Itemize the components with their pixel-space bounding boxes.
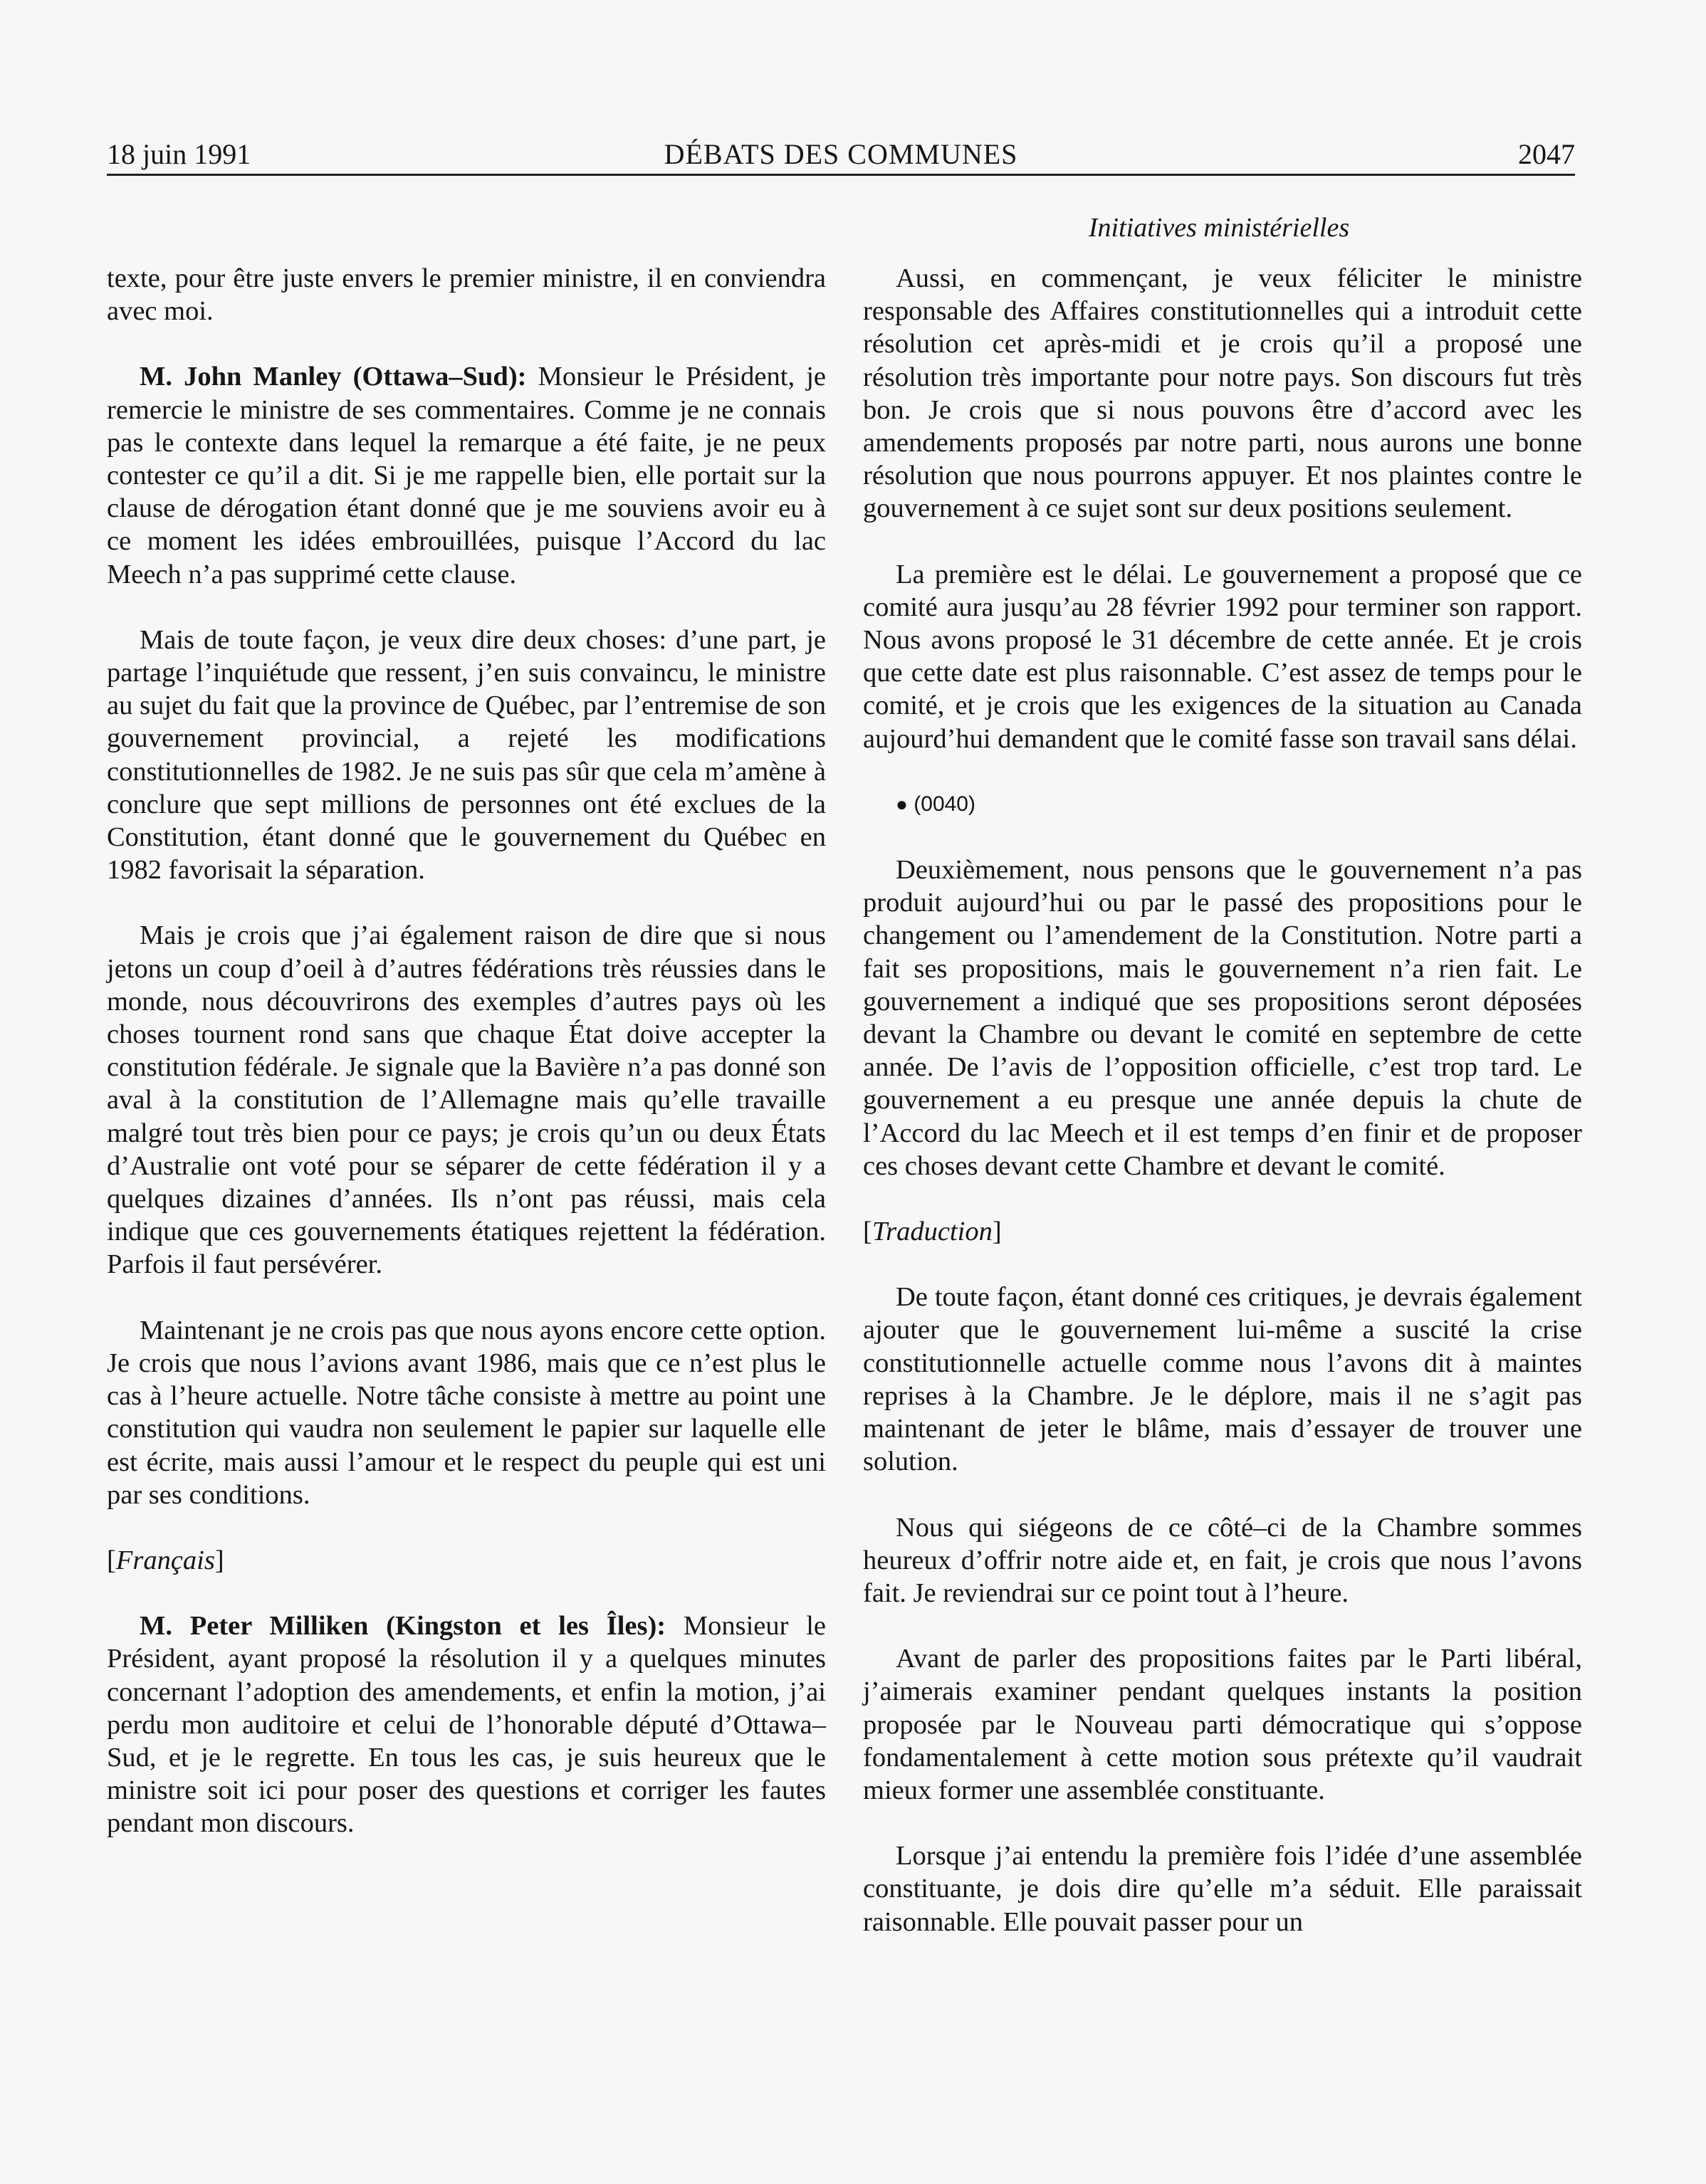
paragraph: Mais je crois que j’ai également raison de dire que si nous jetons un coup d’oeil à d’autres fédérations très réussies dans le monde, nous découvrirons des exemples d’autres pays où les choses tournent rond sans que chaque État doive accepter la constitution fédérale. Je signale que la Bavière n’a pas donné son aval à la constitution de l’Allemagne mais qu’elle travaille malgré tout très bien pour ce pays; je crois qu’un ou deux États d’Australie ont voté pour se séparer de cette fédération il y a quelques dizaines d’années. Ils n’ont pas réussi, mais cela indique que ces gouvernements étatiques rejettent la fédération. Parfois il faut persévérer. xyxy=(107,920,826,1280)
header-page-number: 2047 xyxy=(1518,138,1575,170)
running-header xyxy=(107,135,1575,174)
language-tag: [Traduction] xyxy=(863,1217,1002,1247)
paragraph: Lorsque j’ai entendu la première fois l’idée d’une assemblée constituante, je dois dire qu’elle m’a séduit. Elle paraissait raisonnable. Elle pouvait passer pour un xyxy=(863,1841,1582,1937)
paragraph: De toute façon, étant donné ces critiques, je devrais également ajouter que le gouvernement lui-même a suscité la crise constitutionnelle actuelle comme nous l’avons dit à maintes reprises à la Chambre. Je le déplore, mais il ne s’agit pas maintenant de jeter le blâme, mais d’essayer de trouver une solution. xyxy=(863,1282,1582,1477)
paragraph: Nous qui siégeons de ce côté–ci de la Chambre sommes heureux d’offrir notre aide et, en fait, je crois que nous l’avons fait. Je reviendrai sur ce point tout à l’heure. xyxy=(863,1512,1582,1608)
paragraph: texte, pour être juste envers le premier ministre, il en conviendra avec moi. xyxy=(107,263,826,327)
paragraph: Avant de parler des propositions faites par le Parti libéral, j’aimerais examiner pendant quelques instants la position proposée par le Nouveau parti démocratique qui s’oppose fondamentalement à cette motion sous prétexte qu’il vaudrait mieux former une assemblée constituante. xyxy=(863,1644,1582,1805)
paragraph: Maintenant je ne crois pas que nous ayons encore cette option. Je crois que nous l’avions avant 1986, mais que ce n’est plus le cas à l’heure actuelle. Notre tâche consiste à mettre au point une constitution qui vaudra non seulement le papier sur laquelle elle est écrite, mais aussi l’amour et le respect du peuple qui est uni par ses conditions. xyxy=(107,1315,826,1510)
paragraph: Mais de toute façon, je veux dire deux choses: d’une part, je partage l’inquiétude que ressent, j’en suis convaincu, le ministre au sujet du fait que la province de Québec, par l’entremise de son gouvernement provincial, a rejeté les modifications constitutionnelles de 1982. Je ne suis pas sûr que cela m’amène à conclure que sept millions de personnes ont été exclues de la Constitution, étant donné que le gouvernement du Québec en 1982 favorisait la séparation. xyxy=(107,624,826,886)
speaker-name: M. Peter Milliken (Kingston et les Îles): xyxy=(140,1611,666,1642)
paragraph-manley xyxy=(107,360,826,590)
language-tag: [Français] xyxy=(107,1545,224,1575)
paragraph: La première est le délai. Le gouvernement a proposé que ce comité aura jusqu’au 28 février 1992 pour terminer son rapport. Nous avons proposé le 31 décembre de cette année. Et je crois que cette date est plus raisonnable. C’est assez de temps pour le comité, et je crois que les exigences de la situation au Canada aujourd’hui demandent que le comité fasse son travail sans délai. xyxy=(863,559,1582,754)
paragraph-milliken xyxy=(107,1610,826,1839)
left-column xyxy=(107,262,826,1873)
header-date: 18 juin 1991 xyxy=(107,138,251,170)
paragraph: Aussi, en commençant, je veux féliciter le ministre responsable des Affaires constitutionnelles qui a introduit cette résolution cet après-midi et je crois qu’il a proposé une résolution très importante pour notre pays. Son discours fut très bon. Je crois que si nous pouvons être d’accord avec les amendements proposés par notre parti, nous aurons une bonne résolution que nous pourrons appuyer. Et nos plaintes contre le gouvernement à ce sujet sont sur deux positions seulement. xyxy=(863,263,1582,524)
right-column xyxy=(863,262,1582,1971)
bullet-icon: ● xyxy=(896,792,908,815)
language-tag-label: Traduction xyxy=(872,1217,993,1247)
speaker-name: M. John Manley (Ottawa–Sud): xyxy=(140,362,527,392)
paragraph-text: Monsieur le Président, je remercie le ministre de ses commentaires. Comme je ne connais pas le contexte dans lequel la remarque a été faite, je ne peux contester ce qu’il a dit. Si je me rappelle bien, elle portait sur la clause de dérogation étant donné que je me souviens avoir eu à ce moment les idées embrouillées, puisque l’Accord du lac Meech n’a pas supprimé cette clause. xyxy=(107,362,826,589)
header-title: DÉBATS DES COMMUNES xyxy=(664,138,1018,170)
section-label: Initiatives ministérielles xyxy=(1088,213,1350,243)
language-tag-label: Français xyxy=(115,1545,215,1575)
timestamp-value: (0040) xyxy=(914,792,975,816)
paragraph-text: Monsieur le Président, ayant proposé la résolution il y a quelques minutes concernant l’adoption des amendements, et enfin la motion, j’ai perdu mon auditoire et celui de l’honorable député d’Ottawa–Sud, et je le regrette. En tous les cas, je suis heureux que le ministre soit ici pour poser des questions et corriger les fautes pendant mon discours. xyxy=(107,1611,826,1839)
paragraph: Deuxièmement, nous pensons que le gouvernement n’a pas produit aujourd’hui ou par le passé des propositions pour le changement ou l’amendement de la Constitution. Notre parti a fait ses propositions, mais le gouvernement n’a rien fait. Le gouvernement a indiqué que ses propositions seront déposées devant la Chambre ou devant le comité en septembre de cette année. De l’avis de l’opposition officielle, c’est trop tard. Le gouvernement a eu presque une année depuis la chute de l’Accord du lac Meech et il est temps d’en finir et de proposer ces choses devant cette Chambre et devant le comité. xyxy=(863,855,1582,1181)
timestamp xyxy=(863,788,1582,821)
header-rule xyxy=(107,174,1575,176)
